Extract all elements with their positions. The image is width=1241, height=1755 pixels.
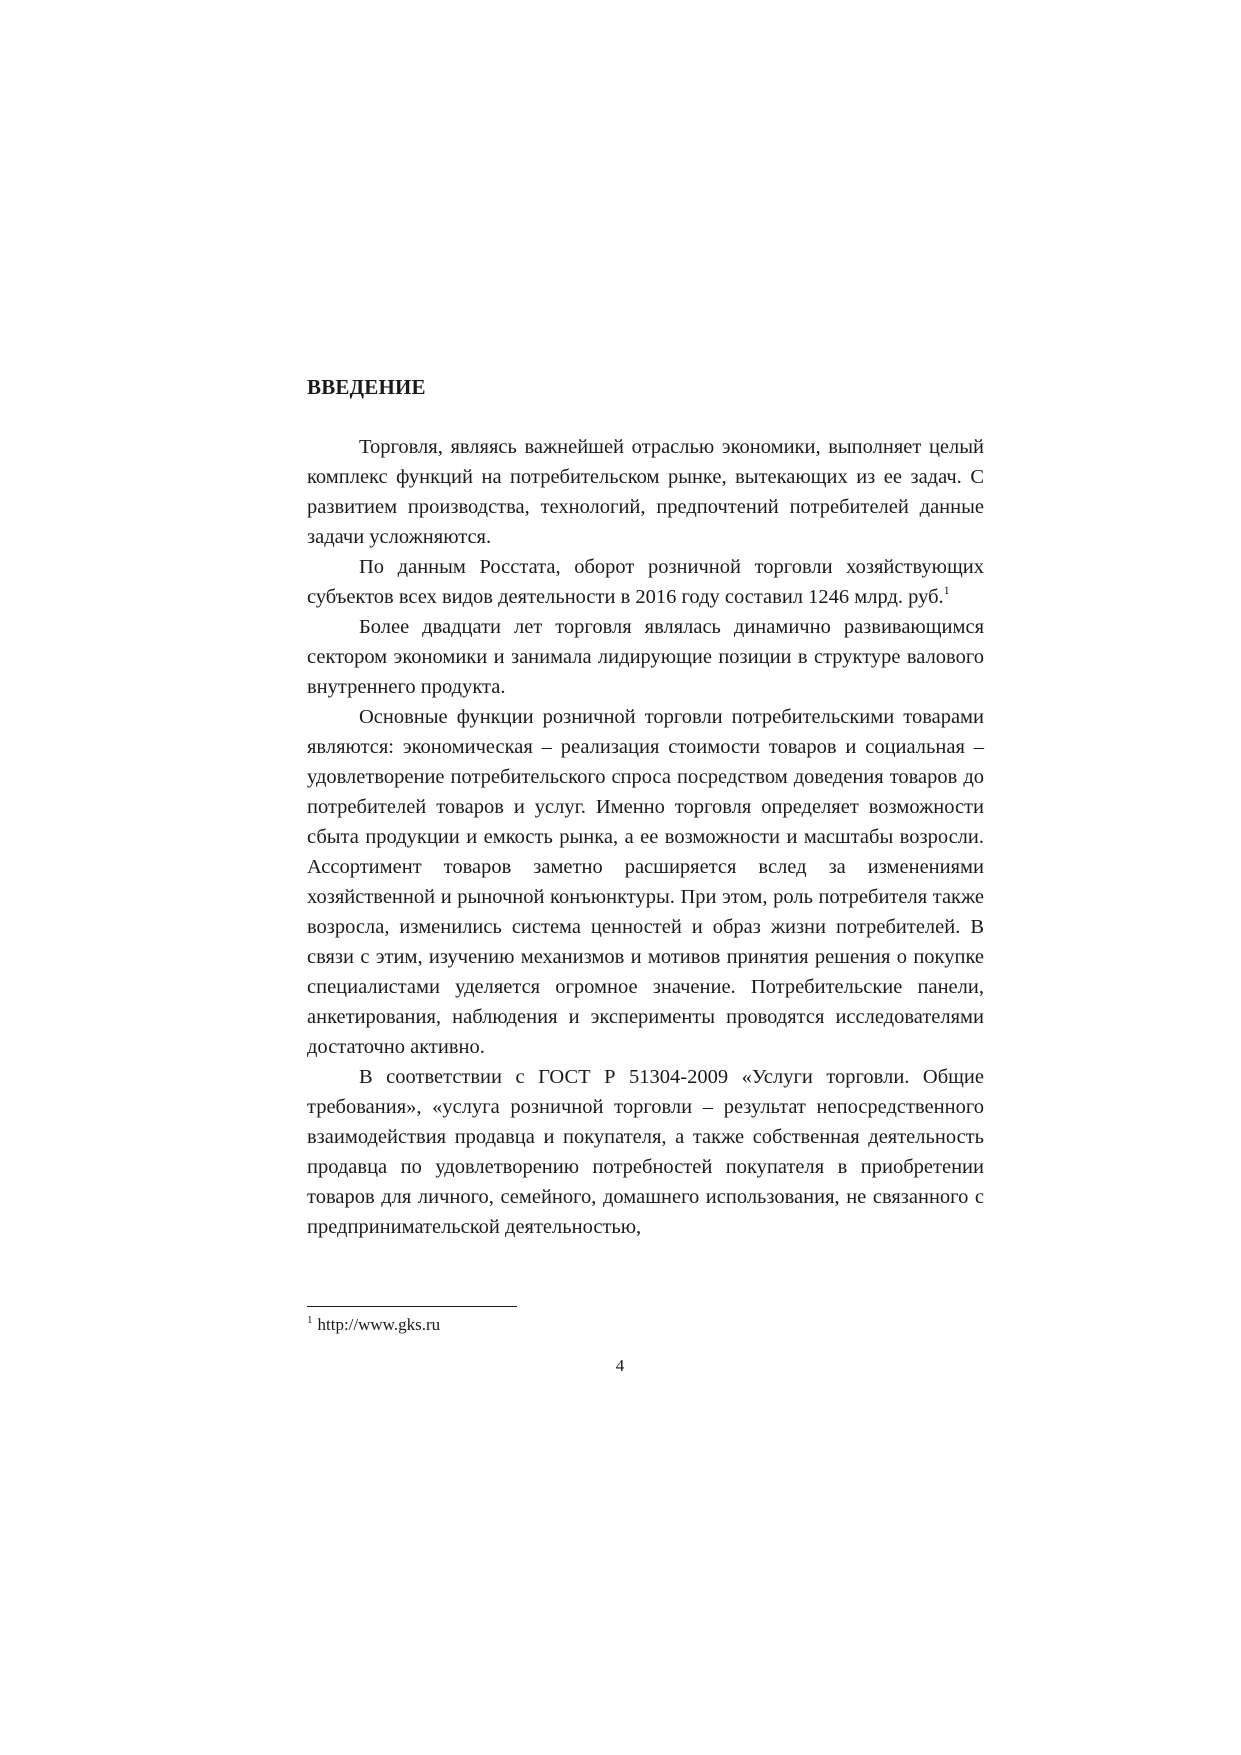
footnote-reference: 1 (943, 583, 950, 597)
paragraph-2 (307, 552, 984, 612)
page-number: 4 (615, 1356, 625, 1375)
paragraph-3: Более двадцати лет торговля являлась динамично развивающимся сектором экономики и занимала лидирующие позиции в структуре валового внутреннего продукта. (307, 616, 984, 698)
section-heading: ВВЕДЕНИЕ (307, 375, 426, 399)
footnote-divider (307, 1306, 517, 1307)
paragraph-5: В соответствии с ГОСТ Р 51304-2009 «Услуги торговли. Общие требования», «услуга розничной торговли – результат непосредственного взаимодействия продавца и покупателя, а также собственная деятельность продавца по удовлетворению потребностей покупателя в приобретении товаров для личного, семейного, домашнего использования, не связанного с предпринимательской деятельностью, (307, 1066, 984, 1238)
paragraph-1: Торговля, являясь важнейшей отраслью экономики, выполняет целый комплекс функций на потребительском рынке, вытекающих из ее задач. С развитием производства, технологий, предпочтений потребителей данные задачи усложняются. (307, 436, 984, 548)
paragraph-2-text: По данным Росстата, оборот розничной торговли хозяйствующих субъектов всех видов деятельности в 2016 году составил 1246 млрд. руб. (307, 556, 984, 608)
body-text (307, 432, 984, 1242)
footnote (307, 1314, 440, 1336)
footnote-link: http://www.gks.ru (317, 1315, 441, 1334)
paragraph-4: Основные функции розничной торговли потребительскими товарами являются: экономическая – реализация стоимости товаров и социальная – удовлетворение потребительского спроса посредством доведения товаров до потребителей товаров и услуг. Именно торговля определяет возможности сбыта продукции и емкость рынка, а ее возможности и масштабы возросли. Ассортимент товаров заметно расширяется вслед за изменениями хозяйственной и рыночной конъюнктуры. При этом, роль потребителя также возросла, изменились система ценностей и образ жизни потребителей. В связи с этим, изучению механизмов и мотивов принятия решения о покупке специалистами уделяется огромное значение. Потребительские панели, анкетирования, наблюдения и эксперименты проводятся исследователями достаточно активно. (307, 706, 984, 1058)
footnote-marker: 1 (307, 1314, 313, 1326)
